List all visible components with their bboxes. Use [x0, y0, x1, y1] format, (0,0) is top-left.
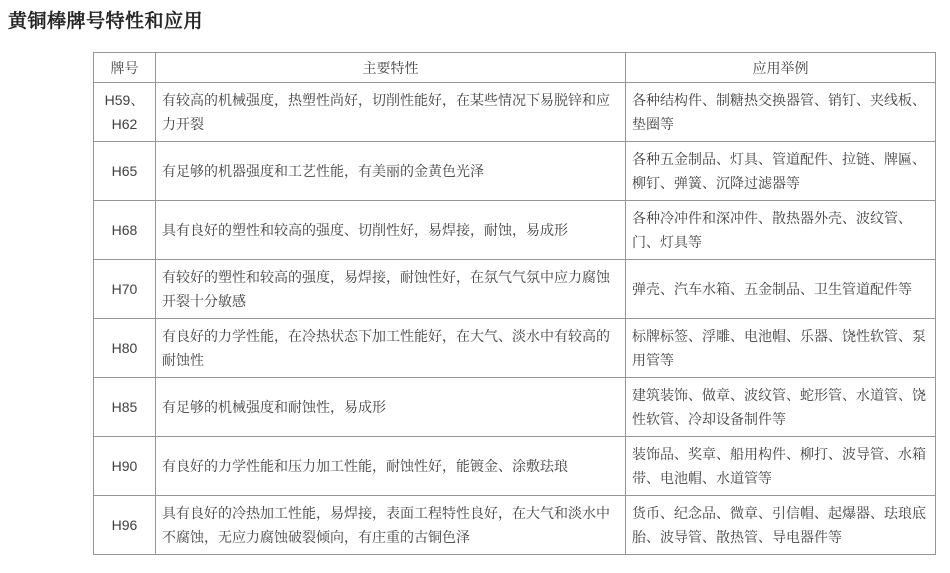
features-cell: 有足够的机器强度和工艺性能，有美丽的金黄色光泽	[156, 142, 626, 201]
applications-cell: 货币、纪念品、微章、引信帽、起爆器、珐琅底胎、波导管、散热管、导电器件等	[626, 496, 936, 555]
table-row	[94, 201, 936, 260]
table-row	[94, 83, 936, 142]
features-cell: 有较高的机械强度，热塑性尚好，切削性能好，在某些情况下易脱锌和应力开裂	[156, 83, 626, 142]
applications-cell: 各种冷冲件和深冲件、散热器外壳、波纹管、门、灯具等	[626, 201, 936, 260]
table-row	[94, 319, 936, 378]
applications-cell: 各种结构件、制糖热交换器管、销钉、夹线板、垫圈等	[626, 83, 936, 142]
features-cell: 有良好的力学性能和压力加工性能，耐蚀性好，能镀金、涂敷珐琅	[156, 437, 626, 496]
column-header-grade: 牌号	[94, 53, 156, 83]
table-row	[94, 437, 936, 496]
grade-cell: H70	[94, 260, 156, 319]
applications-cell: 弹壳、汽车水箱、五金制品、卫生管道配件等	[626, 260, 936, 319]
features-cell: 具有良好的塑性和较高的强度、切削性好，易焊接，耐蚀，易成形	[156, 201, 626, 260]
grade-cell: H68	[94, 201, 156, 260]
table-header-row	[94, 53, 936, 83]
applications-cell: 标牌标签、浮雕、电池帽、乐器、饶性软管、泵用管等	[626, 319, 936, 378]
column-header-applications: 应用举例	[626, 53, 936, 83]
grade-cell: H96	[94, 496, 156, 555]
features-cell: 有良好的力学性能，在冷热状态下加工性能好，在大气、淡水中有较高的耐蚀性	[156, 319, 626, 378]
applications-cell: 建筑装饰、做章、波纹管、蛇形管、水道管、饶性软管、冷却设备制件等	[626, 378, 936, 437]
page-title: 黄铜棒牌号特性和应用	[8, 11, 204, 32]
features-cell: 具有良好的冷热加工性能，易焊接，表面工程特性良好，在大气和淡水中不腐蚀，无应力腐蚀破裂倾向，有庄重的古铜色泽	[156, 496, 626, 555]
table-header	[94, 53, 936, 83]
table-body	[94, 83, 936, 555]
applications-cell: 各种五金制品、灯具、管道配件、拉链、牌匾、柳钉、弹簧、沉降过滤器等	[626, 142, 936, 201]
table-row	[94, 142, 936, 201]
features-cell: 有较好的塑性和较高的强度，易焊接，耐蚀性好，在氛气气氛中应力腐蚀开裂十分敏感	[156, 260, 626, 319]
grade-cell: H90	[94, 437, 156, 496]
table-row	[94, 496, 936, 555]
grade-cell: H85	[94, 378, 156, 437]
table-row	[94, 378, 936, 437]
grade-cell: H65	[94, 142, 156, 201]
column-header-features: 主要特性	[156, 53, 626, 83]
grade-cell: H59、H62	[94, 83, 156, 142]
table-row	[94, 260, 936, 319]
features-cell: 有足够的机械强度和耐蚀性，易成形	[156, 378, 626, 437]
applications-cell: 装饰品、奖章、船用构件、柳打、波导管、水箱带、电池帽、水道管等	[626, 437, 936, 496]
grade-cell: H80	[94, 319, 156, 378]
brass-grades-table	[93, 52, 936, 555]
